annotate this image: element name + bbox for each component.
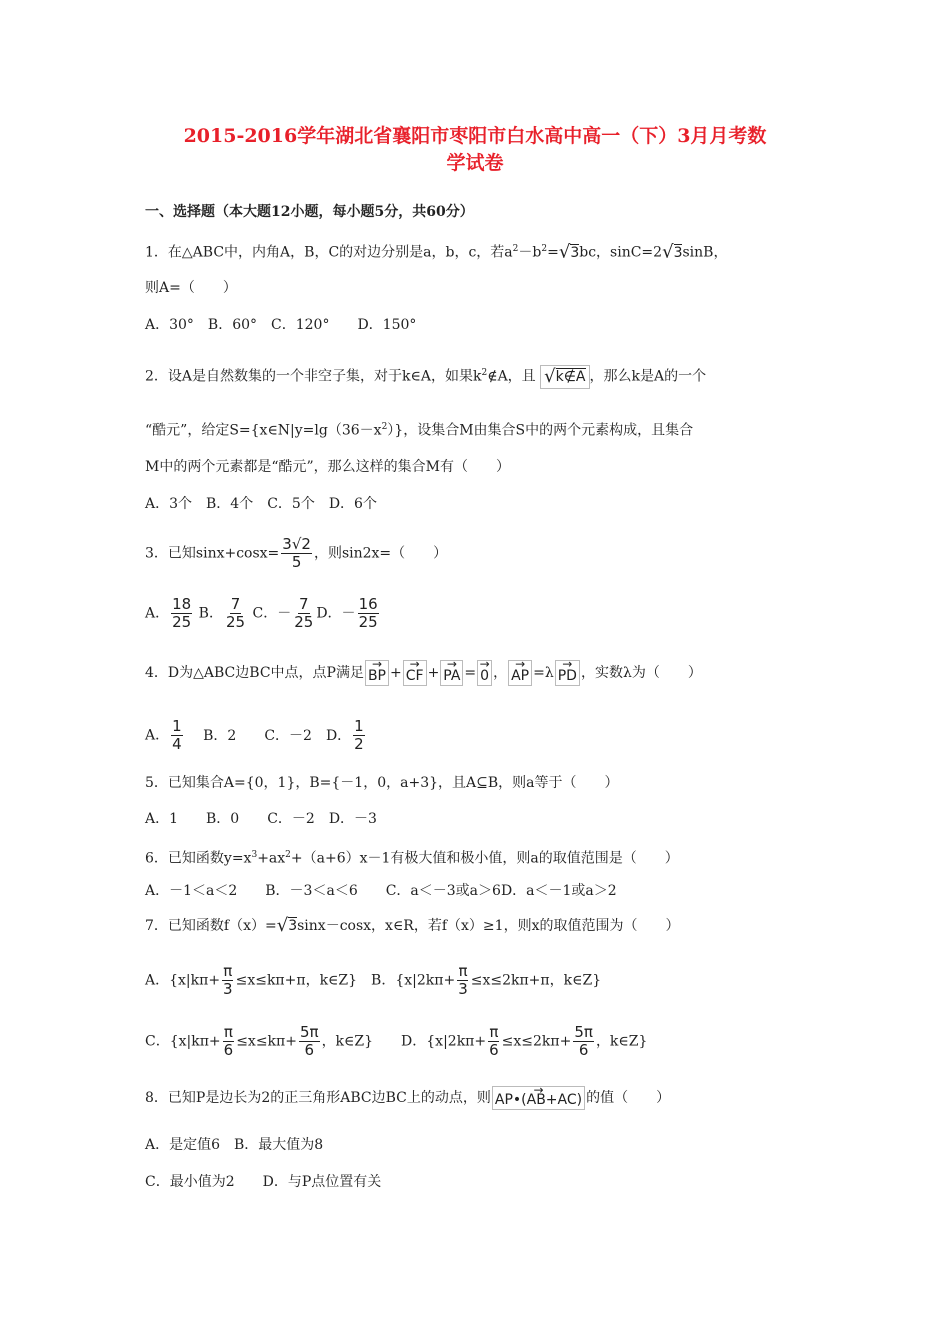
- fraction-5pi-over-6: $\frac{5\pi}{6}$: [299, 1023, 319, 1059]
- question-5: 5．已知集合A={0，1}，B={－1，0，a+3}，且A⊆B，则a等于（ ）: [145, 775, 619, 791]
- question-7: 7．已知函数f（x）=√3sinx－cosx，x∈R，若f（x）≥1，则x的取值范围为（ ）: [145, 915, 680, 936]
- question-8-options-ab: A．是定值6 B．最大值为8: [145, 1137, 324, 1153]
- question-4-options: A． $\frac{1}{4}$ B．2 C．－2 D． $\frac{1}{2}$: [145, 717, 364, 753]
- fraction-pi-over-6: $\frac{\pi}{6}$: [489, 1023, 499, 1059]
- question-2-options: A．3个 B．4个 C．5个 D．6个: [145, 496, 377, 512]
- fraction-pi-over-6: $\frac{\pi}{6}$: [223, 1023, 234, 1059]
- vector-pa: → PA: [440, 660, 463, 686]
- question-1-options: A．30° B．60° C．120° D．150°: [145, 317, 417, 333]
- exam-title-line1: 2015-2016学年湖北省襄阳市枣阳市白水高中高一（下）3月月考数: [183, 125, 767, 147]
- question-2-line2: “酷元”，给定$S=\{x\in N|y=\lg(36-x^2)\}$，设集合M由集合S中的两个元素构成，且集合: [145, 422, 694, 439]
- question-5-options: A．1 B．0 C．－2 D．－3: [145, 811, 377, 827]
- sqrt-symbol: √: [276, 915, 289, 936]
- question-4: 4．D为△ABC边BC中点，点P满足→ BP +→ CF +→ PA =→ 0 ，→ AP =λ→ PD ，实数λ为（ ）: [145, 660, 702, 686]
- option-b-fraction: $\frac{7}{25}$: [225, 595, 246, 631]
- question-1: 1．在△ABC中，内角A，B，C的对边分别是a，b，c，若$a^2-b^2=√3bc$，sinC=2√3sinB，: [145, 241, 728, 263]
- question-3: 3．已知sinx+cosx= $\frac{3√2}{5}$ ，则sin2x=（ ）: [145, 535, 448, 571]
- sqrt-symbol: √: [662, 241, 674, 263]
- vector-bp: → BP: [365, 660, 389, 686]
- section-heading: 一、选择题（本大题12小题，每小题5分，共60分）: [145, 204, 474, 220]
- question-7-options-ab: A．{x|kπ+ $\frac{\pi}{3}$ ≤x≤kπ+π，k∈Z} B．{x|2kπ+ $\frac{\pi}{3}$ ≤x≤2kπ+π，k∈Z}: [145, 962, 602, 998]
- exam-title-line2: 学试卷: [446, 152, 504, 174]
- option-d-fraction: $\frac{16}{25}$: [358, 595, 378, 631]
- fraction-3sqrt2-over-5: $\frac{3√2}{5}$: [282, 535, 311, 571]
- option-c-fraction: $\frac{7}{25}$: [294, 595, 314, 631]
- question-7-options-cd: C．{x|kπ+ $\frac{\pi}{6}$ ≤x≤kπ+ $\frac{5\pi}{6}$ ，k∈Z} D．{x|2kπ+ $\frac{\pi}{6}$ ≤x≤2kπ+ $\frac{5\pi}{6}$ ，k∈Z}: [145, 1023, 648, 1059]
- question-3-options: A． $\frac{18}{25}$ B． $\frac{7}{25}$ C．－ $\frac{7}{25}$ D．－ $\frac{16}{25}$: [145, 595, 378, 631]
- question-8-options-cd: C．最小值为2 D．与P点位置有关: [145, 1174, 382, 1190]
- vector-expression-ap-ab-ac: → AP•(AB+AC): [492, 1086, 585, 1110]
- sqrt-symbol: √: [558, 241, 571, 263]
- question-1-cont: 则A=（ ）: [145, 280, 237, 296]
- question-6-options: A．－1＜a＜2 B．－3＜a＜6 C．a＜－3或a＞6D．a＜－1或a＞2: [145, 883, 617, 899]
- fraction-pi-over-3: $\frac{\pi}{3}$: [458, 962, 468, 998]
- vector-cf: → CF: [403, 660, 427, 686]
- vector-zero: → 0: [477, 660, 492, 686]
- option-a-fraction: $\frac{1}{4}$: [172, 717, 182, 753]
- question-2-line3: M中的两个元素都是“酷元”，那么这样的集合M有（ ）: [145, 459, 510, 475]
- vector-ap: → AP: [508, 660, 532, 686]
- formula-image-sqrt-k-notin-a: √k∉A: [540, 365, 589, 389]
- fraction-5pi-over-6: $\frac{5\pi}{6}$: [574, 1023, 593, 1059]
- question-6: 6．已知函数$y=x^3+ax^2+(a+6)x-1$有极大值和极小值，则a的取值范围是（ ）: [145, 850, 679, 867]
- fraction-pi-over-3: $\frac{\pi}{3}$: [223, 962, 233, 998]
- question-2: 2．设A是自然数集的一个非空子集，对于k∈A，如果$k^2\notin A$，且 √k∉A ，那么k是A的一个: [145, 365, 707, 387]
- question-8: 8．已知P是边长为2的正三角形ABC边BC上的动点，则→ AP•(AB+AC) 的值（ ）: [145, 1086, 670, 1110]
- vector-pd: → PD: [555, 660, 580, 686]
- option-d-fraction: $\frac{1}{2}$: [354, 717, 364, 753]
- option-a-fraction: $\frac{18}{25}$: [172, 595, 192, 631]
